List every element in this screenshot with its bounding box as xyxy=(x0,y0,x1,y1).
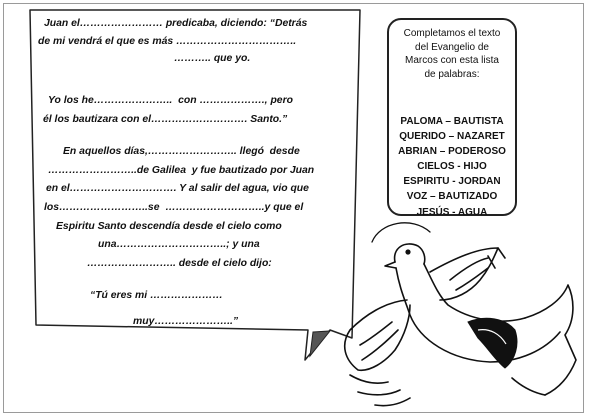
word-pair: CIELOS - HIJO xyxy=(417,161,487,173)
word-pair: VOZ – BAUTIZADO xyxy=(406,191,498,203)
passage-line: Espiritu Santo descendía desde el cielo como xyxy=(56,221,282,232)
passage-line: los……………………..se ………………………..y que el xyxy=(44,202,304,213)
passage-line: “Tú eres mi ………………… xyxy=(90,290,223,301)
word-list-intro: Completamos el texto del Evangelio de Marcos con esta lista de palabras: xyxy=(403,28,501,80)
passage-line: Juan el…………………… predicaba, diciendo: “Detrás xyxy=(44,18,308,29)
word-pair: PALOMA – BAUTISTA xyxy=(400,116,504,127)
passage-line: en el…………………………. Y al salir del agua, vio que xyxy=(46,183,309,194)
passage-line: él los bautizara con el………………………. Santo.” xyxy=(43,114,288,125)
word-pair: ESPIRITU - JORDAN xyxy=(403,176,501,188)
passage-line: una…………………………..; y una xyxy=(98,239,260,250)
passage-line: ……….. que yo. xyxy=(174,53,251,64)
passage-line: de mi vendrá el que es más …………………………….. xyxy=(38,36,297,47)
word-pair: QUERIDO – NAZARET xyxy=(399,131,505,143)
passage-line: En aquellos días,…………………….. llegó desde xyxy=(63,146,300,157)
passage-line: Yo los he………………….. con ………………., pero xyxy=(48,95,293,106)
passage-line: muy…………………..” xyxy=(133,316,239,327)
passage-line: …………………….. desde el cielo dijo: xyxy=(87,258,272,269)
word-pair: JESÚS - AGUA xyxy=(416,206,488,218)
word-pair: ABRIAN – PODEROSO xyxy=(398,146,506,158)
passage-line: ……………………..de Galilea y fue bautizado por Juan xyxy=(48,165,315,176)
